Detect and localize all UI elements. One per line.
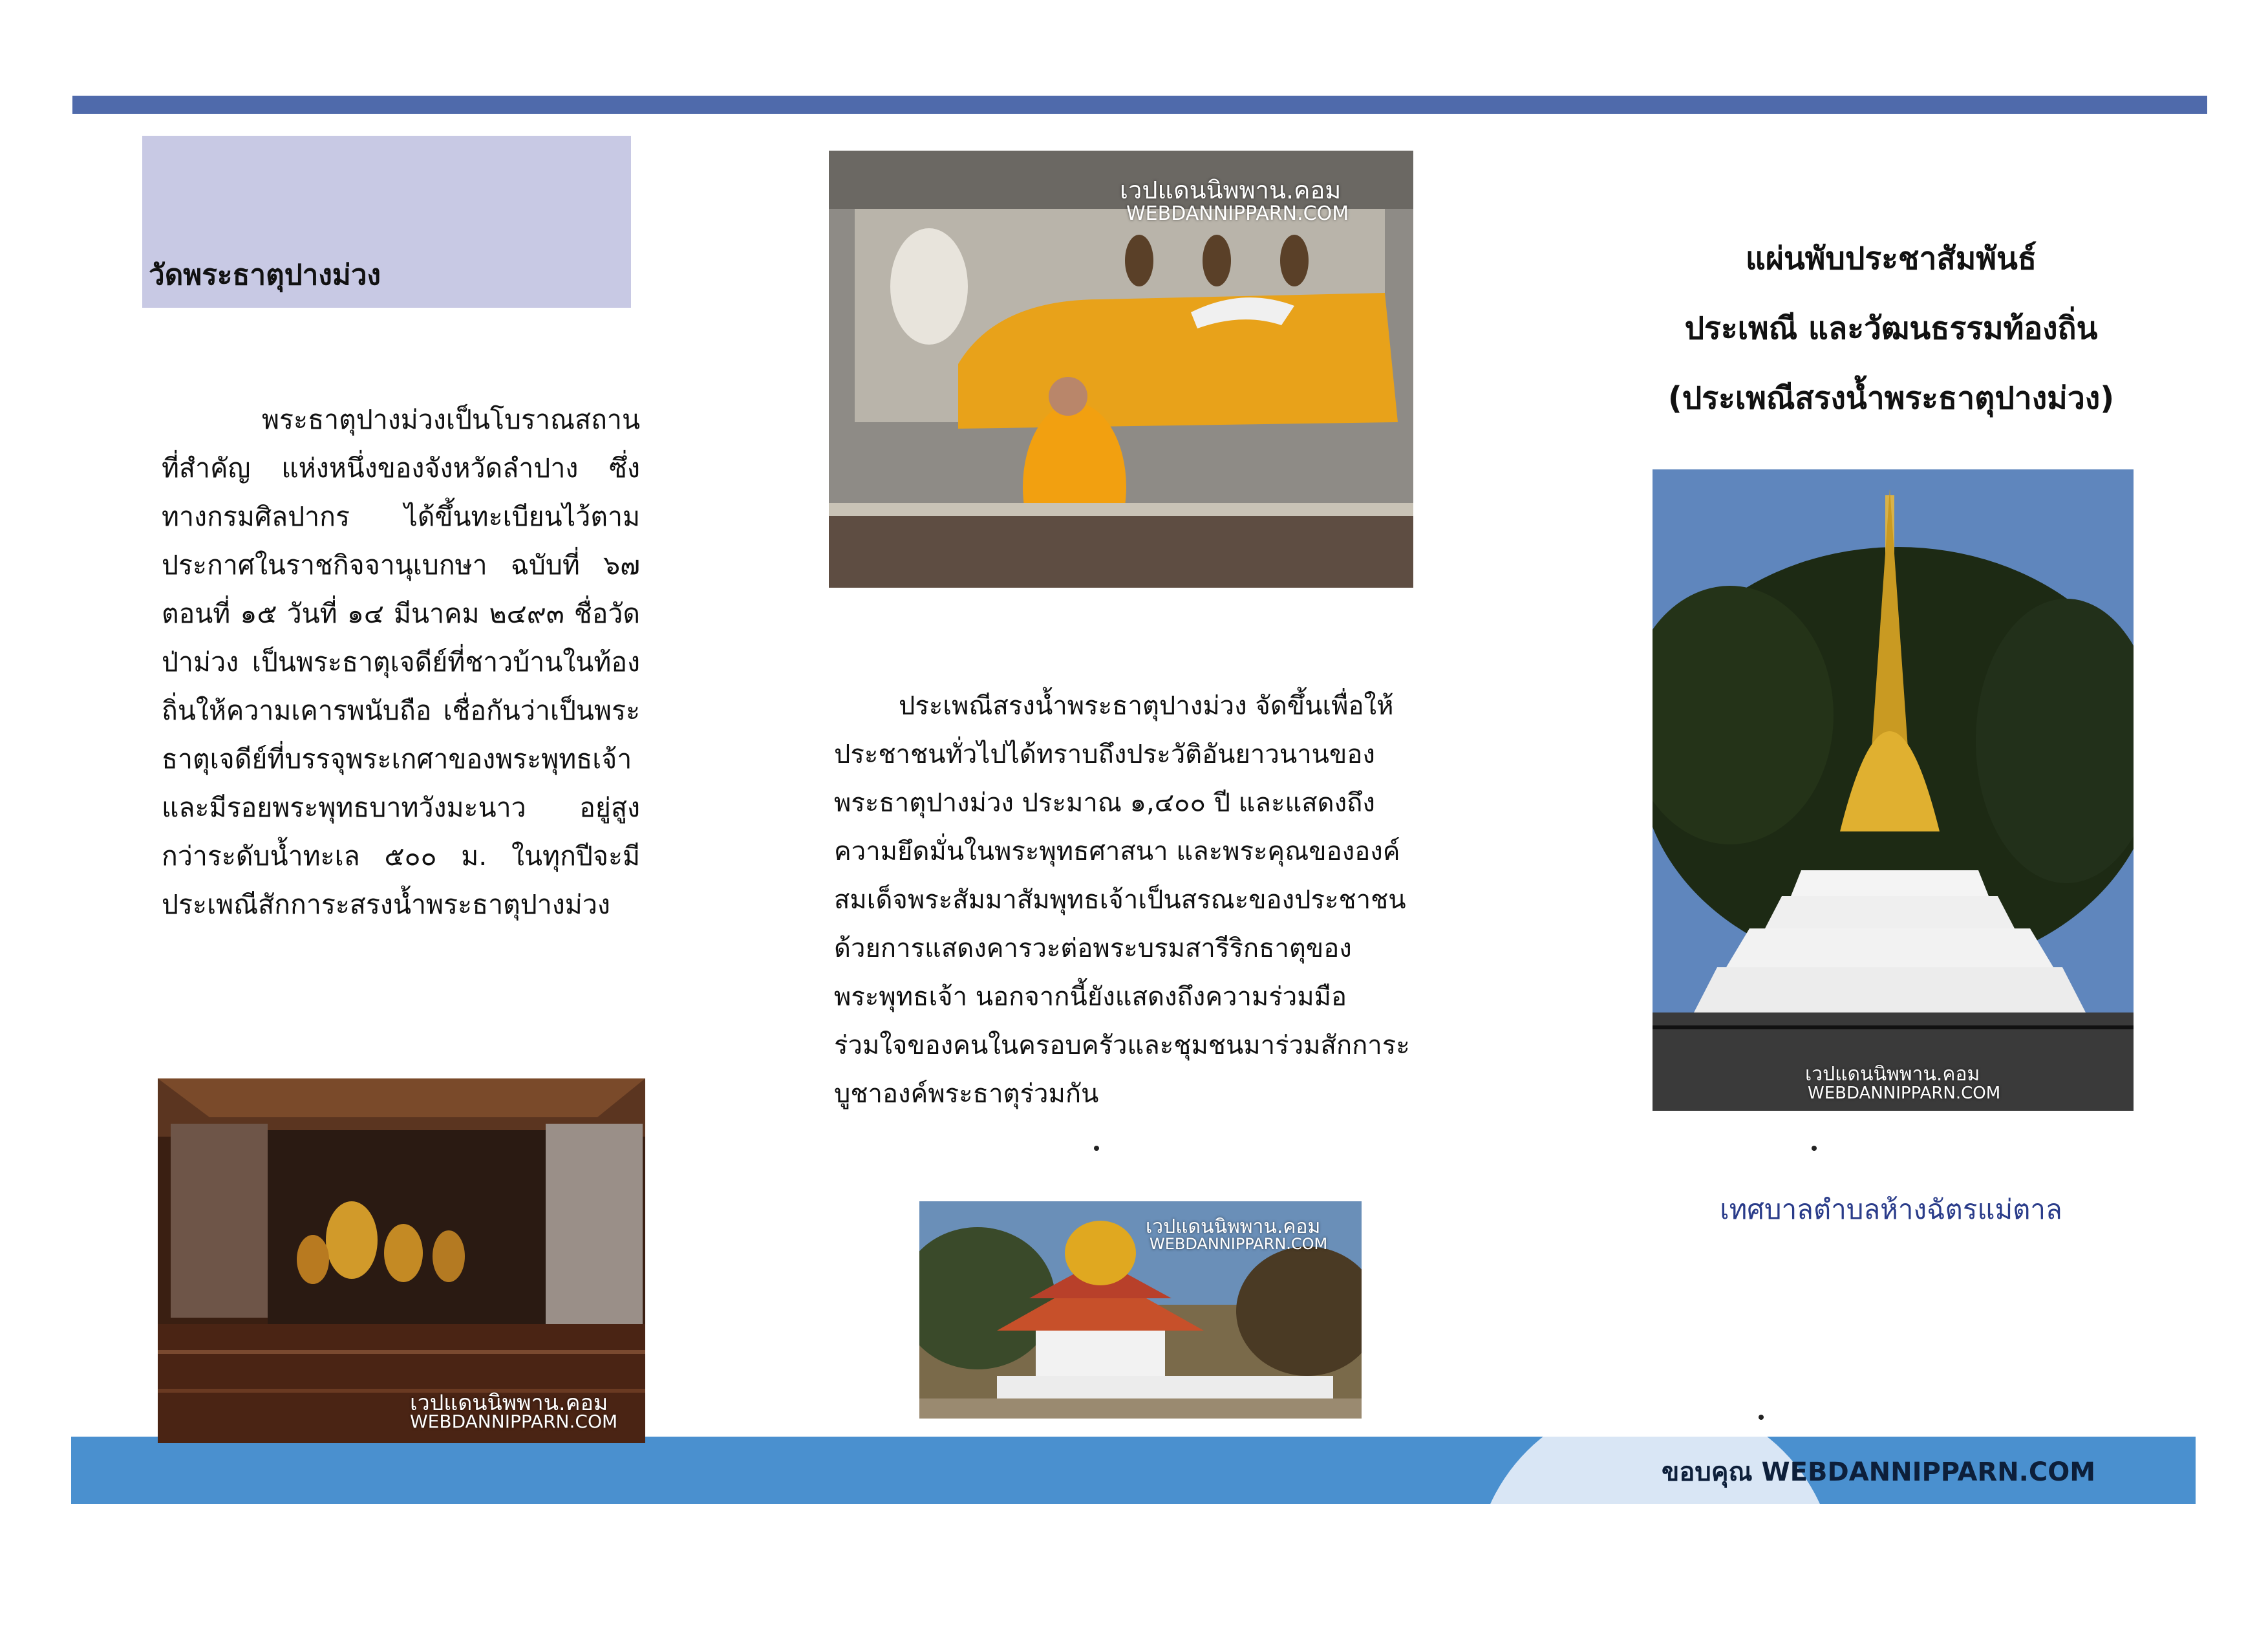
heading-line-1: แผ่นพับประชาสัมพันธ์ (1745, 241, 2037, 277)
photo-watermark-latin: WEBDANNIPPARN.COM (1126, 202, 1349, 225)
scan-dot (1812, 1146, 1817, 1151)
photo-watermark-thai: เวปแดนนิพพาน.คอม (1146, 1216, 1321, 1238)
history-paragraph: พระธาตุปางม่วงเป็นโบราณสถานที่สำคัญ แห่งหนึ่งของจังหวัดลำปาง ซึ่งทางกรมศิลปากร ได้ขึ้นทะเบียนไว้ตามประกาศในราชกิจจานุเบกษา ฉบับที่ ๖๗ ตอนที่ ๑๕ วันที่ ๑๔ มีนาคม ๒๔๙๓ ชื่อวัดป่าม่วง เป็นพระธาตุเจดีย์ที่ชาวบ้านในท้องถิ่นให้ความเคารพนับถือ เชื่อกันว่าเป็นพระธาตุเจดีย์ที่บรรจุพระเกศาของพระพุทธเจ้าและมีรอยพระพุทธบาทวังมะนาว อยู่สูงกว่าระดับน้ำทะเล ๕๐๐ ม. ในทุกปีจะมีประเพณีสักการะสรงน้ำพระธาตุปางม่วง (162, 404, 640, 920)
photo-watermark-latin: WEBDANNIPPARN.COM (1150, 1235, 1328, 1253)
temple-name-box (142, 136, 631, 308)
footer-thanks: ขอบคุณ WEBDANNIPPARN.COM (1662, 1457, 2096, 1487)
tradition-paragraph-block (834, 682, 1416, 1119)
top-rule (72, 96, 2207, 114)
footer-band (71, 1437, 2196, 1504)
temple-interior-photo (158, 1078, 645, 1443)
pang-muang-stupa-photo (1653, 469, 2134, 1111)
photo-watermark-latin: WEBDANNIPPARN.COM (1808, 1084, 2001, 1103)
heading-line-2: ประเพณี และวัฒนธรรมท้องถิ่น (1684, 310, 2098, 347)
brochure-heading (1616, 224, 2166, 433)
history-paragraph-block (162, 396, 640, 929)
scan-dot (1759, 1415, 1764, 1420)
photo-watermark-thai: เวปแดนนิพพาน.คอม (410, 1390, 608, 1416)
photo-watermark-thai: เวปแดนนิพพาน.คอม (1120, 176, 1342, 204)
photo-watermark-thai: เวปแดนนิพพาน.คอม (1805, 1063, 1980, 1086)
reclining-buddha-photo (829, 151, 1413, 588)
scan-dot (1094, 1146, 1099, 1151)
tradition-paragraph: ประเพณีสรงน้ำพระธาตุปางม่วง จัดขึ้นเพื่อให้ประชาชนทั่วไปได้ทราบถึงประวัติอันยาวนานของพระธาตุปางม่วง ประมาณ ๑,๔๐๐ ปี และแสดงถึงความยึดมั่นในพระพุทธศาสนา และพระคุณขององค์สมเด็จพระสัมมาสัมพุทธเจ้าเป็นสรณะของประชาชน ด้วยการแสดงคารวะต่อพระบรมสารีริกธาตุของพระพุทธเจ้า นอกจากนี้ยังแสดงถึงความร่วมมือร่วมใจของคนในครอบครัวและชุมชนมาร่วมสักการะ บูชาองค์พระธาตุร่วมกัน (834, 691, 1410, 1109)
temple-name: วัดพระธาตุปางม่วง (149, 259, 381, 292)
heading-line-3: (ประเพณีสรงน้ำพระธาตุปางม่วง) (1667, 380, 2115, 416)
stupa-illustration (1653, 469, 2134, 1111)
golden-pavilion-photo (919, 1201, 1362, 1419)
municipality-name: เทศบาลตำบลห้างฉัตรแม่ตาล (1720, 1194, 2062, 1225)
photo-watermark-latin: WEBDANNIPPARN.COM (410, 1411, 618, 1432)
